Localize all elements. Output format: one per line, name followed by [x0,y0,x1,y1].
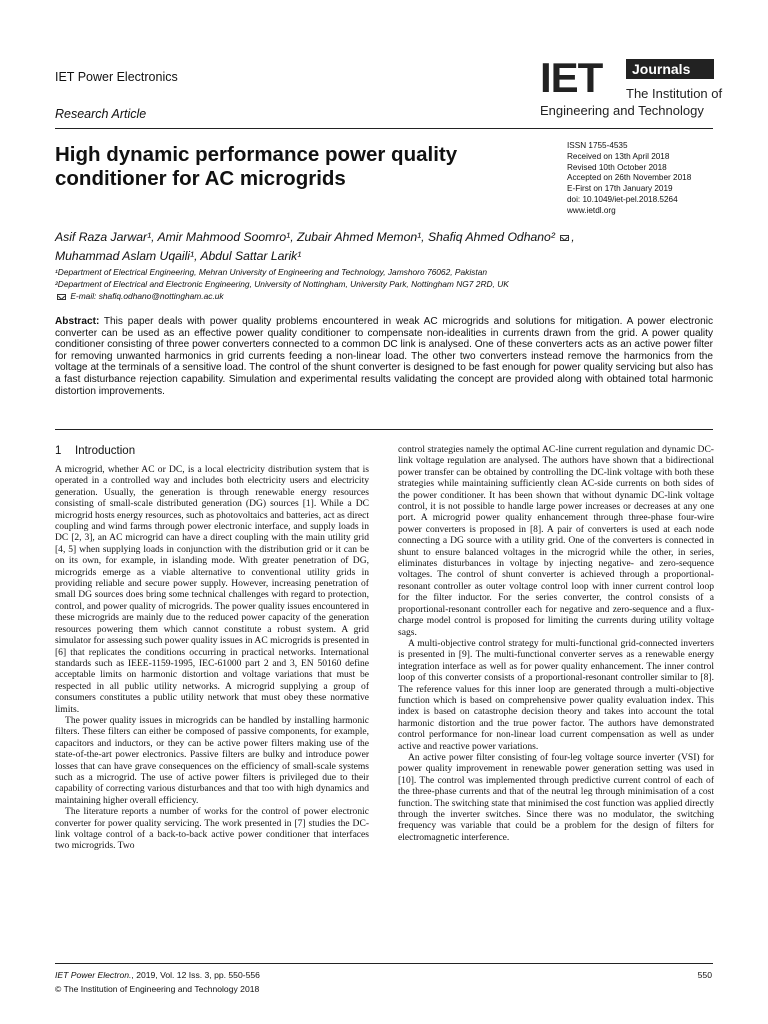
meta-efirst: E-First on 17th January 2019 [567,184,673,194]
paragraph: An active power filter consisting of four-leg voltage source inverter (VSI) for power quality improvement in renewable power generation setting was used in [10]. The control was implemented through predictive current control of each of the three-phase currents and that of the neutral leg through minimisation of a cost function. The switching state that minimised the cost function was applied directly through the inverter switches. Since there was no modulator, the switching frequency was variable that could be a problem for the design of filters for electromagnetic interference. [398,751,714,843]
affiliations [55,266,715,302]
paper-title: High dynamic performance power quality conditioner for AC microgrids [55,143,458,190]
page-number: 550 [697,970,712,980]
meta-issn: ISSN 1755-4535 [567,141,628,150]
paragraph: The literature reports a number of works for the control of power electronic converter for power quality servicing. The work presented in [7] studies the DC-link voltage control of a back-to-back active power conditioner that interfaces two microgrids. Two [55,806,369,852]
abstract-text: This paper deals with power quality problems encountered in weak AC microgrids and solutions for mitigation. A power electronic converter can be used as an effective power quality conditioner to compensate non-idealities in currents drawn from the grid. A power quality conditioner consisting of three power converters connected to a common DC link is analysed. One of these converters acts as an active power filter for removing unwanted harmonics in grid currents feeding a non-linear load. The other two converters instead remove the harmonics from the voltage at the terminals of a sensitive load. The control of the shunt converter is designed to be fast enough for power quality servicing but also has a fast disturbance rejection capability. Simulation and experimental results validating the concept are provided along with obtained total harmonic distortion improvements. [55,316,713,397]
article-meta [567,141,717,217]
header-divider [55,128,713,129]
footer-divider [55,963,713,964]
meta-revised: Revised 10th October 2018 [567,162,667,172]
paragraph: A multi-objective control strategy for multi-functional grid-connected inverters is presented in [9]. The multi-functional converter serves as a renewable energy integration interface as well as for power quality enhancement. The inner control loop of this converter consists of a proportional-resonant controller similar to [8]. The reference values for this inner loop are generated through a multi-objective function which is based on comprehensive power quality evaluation index. This index is based on catastrophe decision theory and takes into account the total harmonic distortion and the true power factor. The authors have demonstrated control performance for non-linear load current compensation as well as under active and reactive power variations. [398,637,714,752]
footer-journal-abbrev: IET Power Electron. [55,970,132,980]
article-type: Research Article [55,107,147,121]
authors-line2: Muhammad Aslam Uqaili¹, Abdul Sattar Larik¹ [55,249,302,263]
section-number: 1 [55,445,62,457]
footer-citation [55,970,260,980]
logo-mark: IET [540,54,603,101]
affiliation-1: ¹Department of Electrical Engineering, Mehran University of Engineering and Technology, Jamshoro 76062, Pakistan [55,267,488,277]
envelope-icon [560,235,569,241]
abstract-label: Abstract: [55,316,100,327]
meta-received: Received on 13th April 2018 [567,151,670,161]
meta-accepted: Accepted on 26th November 2018 [567,173,692,183]
section-heading [55,444,369,458]
author-list [55,228,715,266]
abstract-divider [55,429,713,430]
affiliation-2: ²Department of Electrical and Electronic Engineering, University of Nottingham, University Park, Nottingham NG7 2RD, UK [55,279,509,289]
iet-journals-logo [540,54,723,123]
journal-name: IET Power Electronics [55,70,178,84]
logo-line2: Engineering and Technology [540,103,704,118]
authors-line1-tail: , [571,230,575,244]
authors-line1: Asif Raza Jarwar¹, Amir Mahmood Soomro¹, Zubair Ahmed Memon¹, Shafiq Ahmed Odhano² [55,230,555,244]
corresponding-email[interactable]: E-mail: shafiq.odhano@nottingham.ac.uk [70,291,224,301]
paragraph: control strategies namely the optimal AC-line current regulation and dynamic DC-link voltage regulation are analysed. The authors have shown that a bidirectional power transfer can be obtained by controlling the DC-link voltage with both these strategies while maintaining sufficiently clean AC-side currents on both sides of the power conditioner. It has been shown that without dynamic DC-link voltage control, it is not possible to handle large power increases or decreases at any one port. A microgrid power quality enhancement through three-phase four-wire power converters is proposed in [8]. A pair of converters is used at each node connecting a DG source with a utility grid. One of the converters is connected in shunt to ensure balanced voltages in the microgrid while the other, in series, eliminates disturbances in voltage by injecting negative- and zero-sequence voltages. The control of shunt converter is achieved through a proportional-resonant controller as outer voltage control loop with inner current control loop for the filter inductor. For the series converter, the control consists of a proportional-resonant controller each for negative and zero-sequence and a flux-charge model control is proposed for limiting the currents during utility voltage sags. [398,444,714,638]
meta-website[interactable]: www.ietdl.org [567,205,616,215]
logo-line1: The Institution of [626,86,723,101]
envelope-icon [57,294,66,300]
column-left [55,444,369,852]
paragraph: A microgrid, whether AC or DC, is a local electricity distribution system that is operated in a controlled way and includes both electricity users and electricity generation. Usually, the generation is through renewable energy resources consisting of small-scale distributed generation (DG) sources [1]. While a DC microgrid hosts energy resources, such as photovoltaics and batteries, act as direct coupling and wind farms through power electronic interface, and supply loads in DC [2, 3], an AC microgrid can have a direct coupling with the main utility grid [4, 5] when supplying loads in conjunction with the distribution grid or it can be on its own, for example, in islanding mode. With greater penetration of DG, microgrids emerge as a viable alternative to conventional utility grids in providing reliable and secure power supply. However, increasing penetration of small DG sources does bring some technical challenges with regard to protection, control, and power quality of microgrids. The power quality issues encountered in these microgrids are mainly due to the reduced power capacity of the generation resources powering them which cannot constitute a robust system. A grid simulator for assessing such power quality issues in AC microgrids is presented in [6] that replicates the conditions occurring in practical networks. International standards such as IEEE-1159-1995, IEC-61000 part 2 and 3, EN 50160 define acceptable limits on harmonic distortion and voltage variations that must be respected in all public utility networks. A microgrid supplying a group of consumers constitutes a public utility network that must obey these normative limits. [55,464,369,715]
paragraph: The power quality issues in microgrids can be handled by installing harmonic filters. These filters can either be composed of passive components, for example, capacitors and inductors, or they can be active power filters making use of the state-of-the-art power electronics. Passive filters are bulky and introduce power losses that can have grave consequences on the efficiency of small-scale systems such as a microgrid. The use of active power filters is privileged due to their capability of correcting various disturbances and that too with high dynamics and maintaining higher overall efficiency. [55,714,369,806]
section-title: Introduction [75,445,136,457]
column-right [398,444,714,843]
footer-copyright: © The Institution of Engineering and Technology 2018 [55,984,260,994]
logo-badge: Journals [626,59,714,79]
meta-doi[interactable]: doi: 10.1049/iet-pel.2018.5264 [567,194,678,204]
footer-volume: , 2019, Vol. 12 Iss. 3, pp. 550-556 [131,970,260,980]
abstract [55,316,713,397]
